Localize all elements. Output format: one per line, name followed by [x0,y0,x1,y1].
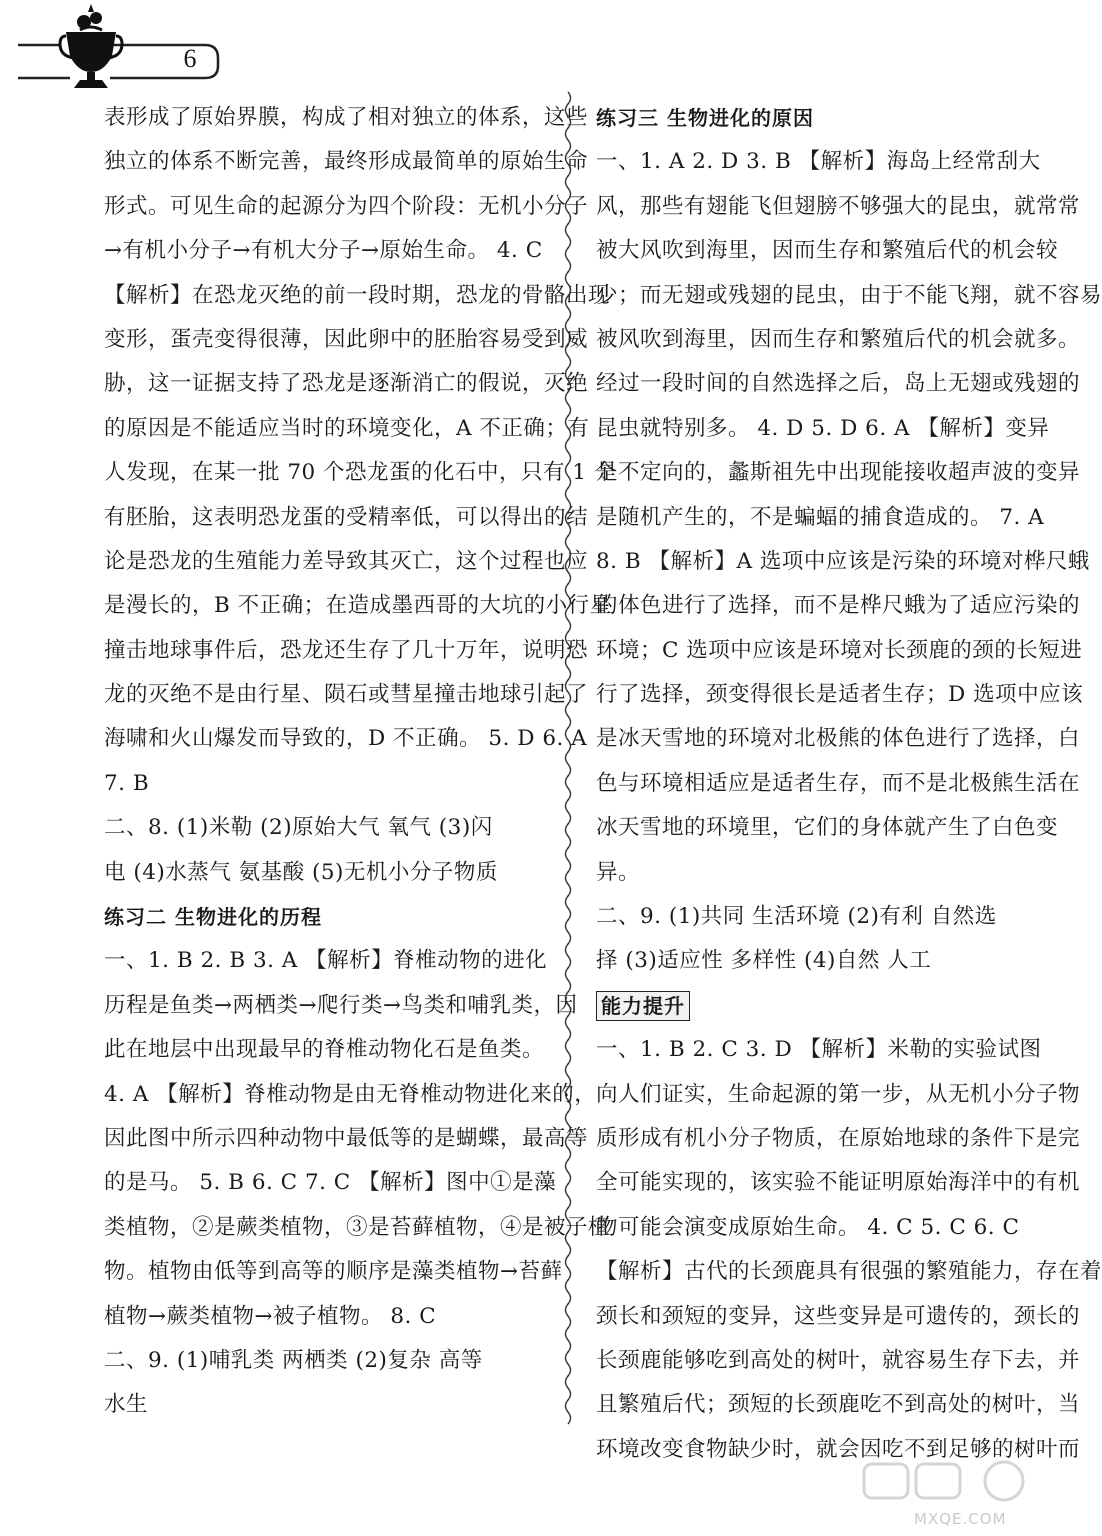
text-line: 表形成了原始界膜，构成了相对独立的体系，这些 [104,105,589,130]
text-line: 历程是鱼类→两栖类→爬行类→鸟类和哺乳类，因 [104,992,578,1018]
text-line: 是冰天雪地的环境对北极熊的体色进行了选择，白 [596,726,1081,752]
watermark-logo [854,1460,1074,1530]
section-heading: 练习二 生物进化的历程 [104,905,322,930]
text-line: 向人们证实，生命起源的第一步，从无机小分子物 [596,1081,1081,1107]
text-line: 变形，蛋壳变得很薄，因此卵中的胚胎容易受到威 [104,326,589,352]
text-line: 昆虫就特别多。 4. D 5. D 6. A 【解析】变异 [596,415,1050,441]
text-line: 7. B [104,770,150,796]
text-line: 二、9. (1)共同 生活环境 (2)有利 自然选 [596,904,997,930]
text-line: 颈长和颈短的变异，这些变异是可遗传的，颈长的 [596,1303,1081,1329]
page-header [0,0,240,95]
text-line: 的原因是不能适应当时的环境变化，A 不正确；有 [104,415,590,441]
text-line: 是不定向的，蠡斯祖先中出现能接收超声波的变异 [596,460,1081,486]
watermark-url: MXQE.COM [914,1510,1007,1528]
text-line: 物。植物由低等到高等的顺序是藻类植物→苔藓 [104,1259,563,1285]
left-column [104,96,616,1428]
text-line: 形式。可见生命的起源分为四个阶段：无机小分子 [104,193,589,219]
text-line: 是漫长的，B 不正确；在造成墨西哥的大坑的小行星 [104,593,612,619]
boxed-heading: 能力提升 [596,991,690,1021]
text-line: 4. A 【解析】脊椎动物是由无脊椎动物进化来的， [104,1081,597,1107]
text-line: 经过一段时间的自然选择之后，岛上无翅或残翅的 [596,371,1081,397]
text-line: 二、8. (1)米勒 (2)原始大气 氧气 (3)闪 [104,815,493,841]
text-line: 环境；C 选项中应该是环境对长颈鹿的颈的长短进 [596,637,1083,663]
text-line: 类植物，②是蕨类植物，③是苔藓植物，④是被子植 [104,1214,611,1240]
column-divider [560,92,576,1422]
text-line: 二、9. (1)哺乳类 两栖类 (2)复杂 高等 [104,1347,483,1373]
text-line: 独立的体系不断完善，最终形成最简单的原始生命 [104,149,589,175]
text-line: 异。 [596,859,641,885]
text-line: 风，那些有翅能飞但翅膀不够强大的昆虫，就常常 [596,193,1081,219]
text-line: 少；而无翅或残翅的昆虫，由于不能飞翔，就不容易 [596,282,1102,308]
text-line: 水生 [104,1392,149,1418]
text-line: 色与环境相适应是适者生存，而不是北极熊生活在 [596,770,1081,796]
text-line: 因此图中所示四种动物中最低等的是蝴蝶，最高等 [104,1125,589,1151]
text-line: 全可能实现的，该实验不能证明原始海洋中的有机 [596,1170,1081,1196]
text-line: 撞击地球事件后，恐龙还生存了几十万年，说明恐 [104,637,589,663]
text-line: →有机小分子→有机大分子→原始生命。 4. C [104,238,543,264]
text-line: 冰天雪地的环境里，它们的身体就产生了白色变 [596,815,1059,841]
text-line: 一、1. B 2. B 3. A 【解析】脊椎动物的进化 [104,948,548,974]
text-line: 行了选择，颈变得很长是适者生存；D 选项中应该 [596,682,1084,708]
text-line: 植物→蕨类植物→被子植物。 8. C [104,1303,437,1329]
text-line: 人发现，在某一批 70 个恐龙蛋的化石中，只有 1 个 [104,460,616,486]
text-line: 择 (3)适应性 多样性 (4)自然 人工 [596,948,932,974]
text-line: 电 (4)水蒸气 氨基酸 (5)无机小分子物质 [104,859,498,885]
text-line: 龙的灭绝不是由行星、陨石或彗星撞击地球引起了 [104,682,589,708]
text-line: 被风吹到海里，因而生存和繁殖后代的机会就多。 [596,326,1081,352]
text-line: 是随机产生的，不是蝙蝠的捕食造成的。 7. A [596,504,1045,530]
right-column [596,96,1102,1472]
text-line: 【解析】古代的长颈鹿具有很强的繁殖能力，存在着 [596,1259,1102,1285]
text-line: 的是马。 5. B 6. C 7. C 【解析】图中①是藻 [104,1170,557,1196]
text-line: 且繁殖后代；颈短的长颈鹿吃不到高处的树叶，当 [596,1392,1081,1418]
text-line: 一、1. B 2. C 3. D 【解析】米勒的实验试图 [596,1037,1042,1063]
text-line: 的体色进行了选择，而不是桦尺蛾为了适应污染的 [596,593,1081,619]
section-heading: 练习三 生物进化的原因 [596,106,814,130]
text-line: 8. B 【解析】A 选项中应该是污染的环境对桦尺蛾 [596,548,1090,574]
text-line: 此在地层中出现最早的脊椎动物化石是鱼类。 [104,1037,545,1063]
text-line: 有胚胎，这表明恐龙蛋的受精率低，可以得出的结 [104,504,589,530]
section-heading [596,984,1036,1028]
text-line: 被大风吹到海里，因而生存和繁殖后代的机会较 [596,238,1059,264]
text-line: 质形成有机小分子物质，在原始地球的条件下是完 [596,1125,1081,1151]
text-line: 论是恐龙的生殖能力差导致其灭亡，这个过程也应 [104,548,589,574]
text-line: 一、1. A 2. D 3. B 【解析】海岛上经常刮大 [596,149,1041,175]
text-line: 环境改变食物缺少时，就会因吃不到足够的树叶而 [596,1436,1081,1462]
text-line: 长颈鹿能够吃到高处的树叶，就容易生存下去，并 [596,1347,1081,1373]
text-line: 物可能会演变成原始生命。 4. C 5. C 6. C [596,1214,1020,1240]
page-number: 6 [183,44,197,73]
text-line: 胁，这一证据支持了恐龙是逐渐消亡的假说，灭绝 [104,371,589,397]
text-line: 【解析】在恐龙灭绝的前一段时期，恐龙的骨骼出现 [104,282,611,308]
text-line: 海啸和火山爆发而导致的，D 不正确。 5. D 6. A [104,726,588,752]
